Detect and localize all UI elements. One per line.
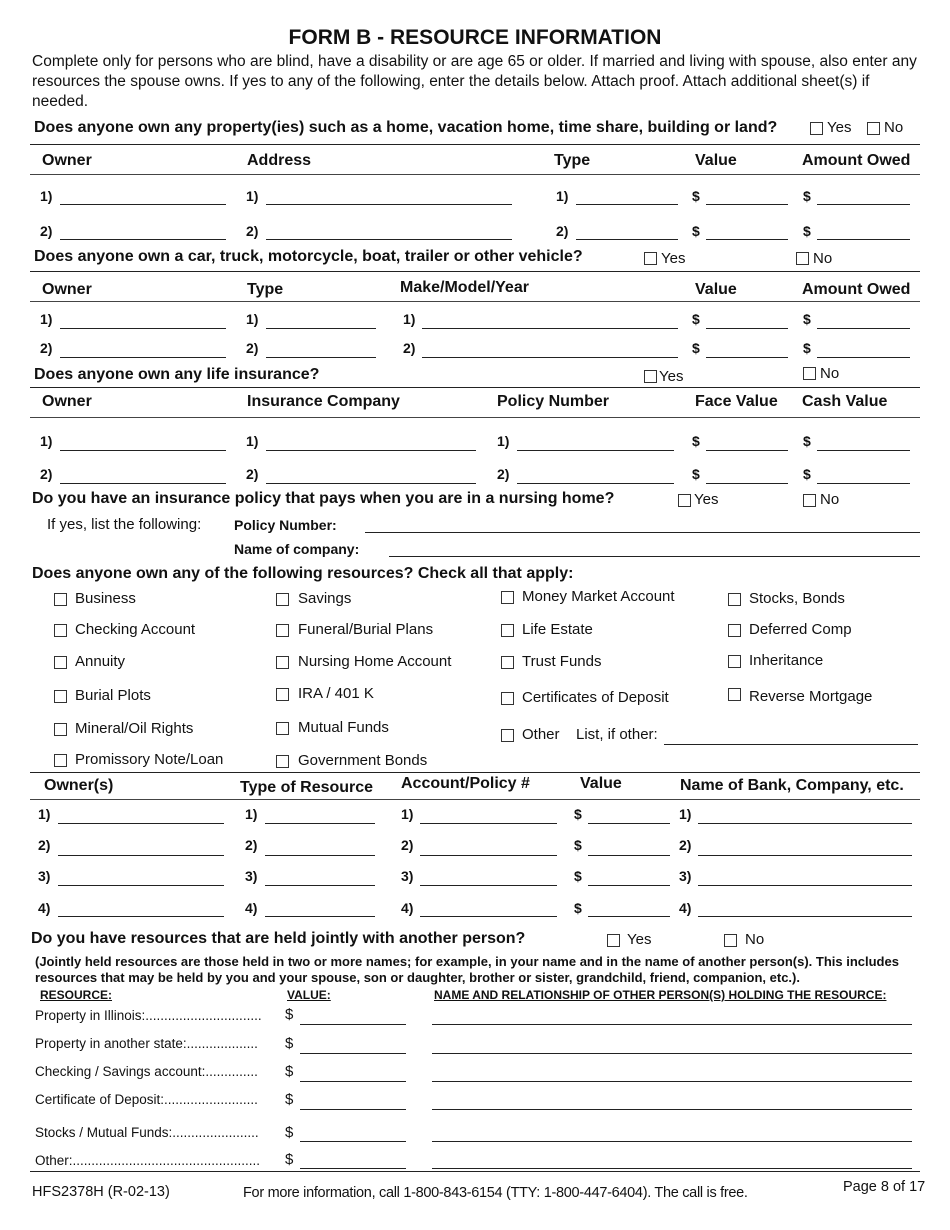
header-owners: Owner(s) <box>44 777 114 794</box>
other-resource-field[interactable] <box>664 744 918 745</box>
header-account-policy: Account/Policy # <box>401 775 530 792</box>
row-label: 2) <box>401 837 414 853</box>
joint-value-6-field[interactable] <box>300 1168 406 1169</box>
divider <box>30 387 920 388</box>
property-yes-checkbox[interactable] <box>810 122 823 135</box>
dollar-sign: $ <box>803 340 811 356</box>
vehicle-owner-2-field[interactable] <box>60 357 226 358</box>
property-no-checkbox[interactable] <box>867 122 880 135</box>
resource-type-2-field[interactable] <box>265 855 375 856</box>
nursing-if-yes: If yes, list the following: <box>47 516 202 533</box>
deferred-comp-label: Deferred Comp <box>749 621 852 638</box>
nursing-question: Do you have an insurance policy that pays when you are in a nursing home? <box>32 490 615 507</box>
joint-no-label: No <box>745 931 765 948</box>
joint-row-label: Other:.................................................. <box>35 1153 261 1168</box>
dollar-sign: $ <box>803 466 811 482</box>
joint-names-6-field[interactable] <box>432 1168 912 1169</box>
annuity-checkbox[interactable] <box>54 656 67 669</box>
header-type-of-resource: Type of Resource <box>240 779 374 796</box>
row-label: 3) <box>401 868 414 884</box>
business-label: Business <box>75 590 136 607</box>
row-label: 3) <box>245 868 258 884</box>
life-owner-2-field[interactable] <box>60 483 226 484</box>
ira-401k-checkbox[interactable] <box>276 688 289 701</box>
dollar-sign: $ <box>692 223 700 239</box>
life-face-2-field[interactable] <box>706 483 788 484</box>
dollar-sign: $ <box>692 188 700 204</box>
resource-owner-4-field[interactable] <box>58 916 224 917</box>
life-owner-1-field[interactable] <box>60 450 226 451</box>
dollar-sign: $ <box>285 1124 294 1141</box>
joint-row-label: Property in Illinois:............................... <box>35 1008 262 1023</box>
property-owed-1-field[interactable] <box>817 204 910 205</box>
government-bonds-checkbox[interactable] <box>276 755 289 768</box>
dollar-sign: $ <box>285 1091 294 1108</box>
dollar-sign: $ <box>574 837 582 853</box>
row-label: 3) <box>38 868 51 884</box>
life-policy-2-field[interactable] <box>517 483 674 484</box>
stocks-bonds-label: Stocks, Bonds <box>749 590 845 607</box>
row-label: 2) <box>246 466 259 482</box>
resource-value-3-field[interactable] <box>588 885 670 886</box>
resource-account-4-field[interactable] <box>420 916 557 917</box>
dollar-sign: $ <box>285 1006 294 1023</box>
nursing-no-checkbox[interactable] <box>803 494 816 507</box>
trust-funds-checkbox[interactable] <box>501 656 514 669</box>
row-label: 2) <box>403 340 416 356</box>
row-label: 1) <box>401 806 414 822</box>
joint-names-5-field[interactable] <box>432 1141 912 1142</box>
vehicle-make-1-field[interactable] <box>422 328 678 329</box>
life-face-1-field[interactable] <box>706 450 788 451</box>
page-number: Page 8 of 17 <box>843 1179 926 1195</box>
life-estate-checkbox[interactable] <box>501 624 514 637</box>
burial-plots-checkbox[interactable] <box>54 690 67 703</box>
funeral-burial-plans-label: Funeral/Burial Plans <box>298 621 434 638</box>
header-value: Value <box>695 152 737 169</box>
divider <box>30 1171 920 1172</box>
row-label: 1) <box>403 311 416 327</box>
resource-account-1-field[interactable] <box>420 823 557 824</box>
vehicle-value-2-field[interactable] <box>706 357 788 358</box>
resource-value-2-field[interactable] <box>588 855 670 856</box>
row-label: 1) <box>245 806 258 822</box>
dollar-sign: $ <box>803 188 811 204</box>
savings-checkbox[interactable] <box>276 593 289 606</box>
joint-row-label: Property in another state:................... <box>35 1036 258 1051</box>
joint-value-4-field[interactable] <box>300 1109 406 1110</box>
promissory-note-label: Promissory Note/Loan <box>75 751 224 768</box>
resource-value-4-field[interactable] <box>588 916 670 917</box>
ira-401k-label: IRA / 401 K <box>298 685 374 702</box>
savings-label: Savings <box>298 590 352 607</box>
dollar-sign: $ <box>692 466 700 482</box>
nursing-policy-label: Policy Number: <box>234 517 337 533</box>
money-market-checkbox[interactable] <box>501 591 514 604</box>
row-label: 1) <box>40 433 53 449</box>
resource-type-4-field[interactable] <box>265 916 375 917</box>
row-label: 1) <box>679 806 692 822</box>
other-checkbox[interactable] <box>501 729 514 742</box>
mutual-funds-checkbox[interactable] <box>276 722 289 735</box>
deferred-comp-checkbox[interactable] <box>728 624 741 637</box>
life-no-checkbox[interactable] <box>803 367 816 380</box>
vehicle-yes-checkbox[interactable] <box>644 252 657 265</box>
dollar-sign: $ <box>803 311 811 327</box>
nursing-yes-checkbox[interactable] <box>678 494 691 507</box>
row-label: 4) <box>679 900 692 916</box>
row-label: 2) <box>40 340 53 356</box>
annuity-label: Annuity <box>75 653 126 670</box>
dollar-sign: $ <box>574 868 582 884</box>
resources-question: Does anyone own any of the following resources? Check all that apply: <box>32 565 574 582</box>
joint-value-3-field[interactable] <box>300 1081 406 1082</box>
property-address-2-field[interactable] <box>266 239 512 240</box>
property-type-2-field[interactable] <box>576 239 678 240</box>
promissory-note-checkbox[interactable] <box>54 754 67 767</box>
joint-row-label: Certificate of Deposit:......................... <box>35 1092 258 1107</box>
checking-account-checkbox[interactable] <box>54 624 67 637</box>
row-label: 2) <box>245 837 258 853</box>
life-yes-checkbox[interactable] <box>644 370 657 383</box>
vehicle-make-2-field[interactable] <box>422 357 678 358</box>
list-if-other-label: List, if other: <box>576 726 658 743</box>
row-label: 2) <box>246 223 259 239</box>
other-label: Other <box>522 726 560 743</box>
life-yes-label: Yes <box>659 368 684 385</box>
row-label: 2) <box>40 223 53 239</box>
header-cash-value: Cash Value <box>802 393 888 410</box>
row-label: 2) <box>497 466 510 482</box>
dollar-sign: $ <box>692 311 700 327</box>
row-label: 4) <box>38 900 51 916</box>
row-label: 4) <box>245 900 258 916</box>
nursing-company-field[interactable] <box>389 556 920 557</box>
life-policy-1-field[interactable] <box>517 450 674 451</box>
property-value-1-field[interactable] <box>706 204 788 205</box>
vehicle-question: Does anyone own a car, truck, motorcycle, boat, trailer or other vehicle? <box>34 248 583 265</box>
reverse-mortgage-label: Reverse Mortgage <box>749 688 873 705</box>
resource-bank-2-field[interactable] <box>698 855 912 856</box>
vehicle-no-label: No <box>813 250 833 267</box>
money-market-label: Money Market Account <box>522 588 675 605</box>
property-question: Does anyone own any property(ies) such as a home, vacation home, time share, building or land? <box>34 119 778 136</box>
life-no-label: No <box>820 365 840 382</box>
header-type: Type <box>554 152 591 169</box>
joint-names-1-field[interactable] <box>432 1024 912 1025</box>
row-label: 2) <box>246 340 259 356</box>
header-value: Value <box>695 281 737 298</box>
row-label: 1) <box>246 311 259 327</box>
vehicle-value-1-field[interactable] <box>706 328 788 329</box>
resource-account-2-field[interactable] <box>420 855 557 856</box>
header-owner: Owner <box>42 152 92 169</box>
checking-account-label: Checking Account <box>75 621 196 638</box>
property-type-1-field[interactable] <box>576 204 678 205</box>
life-company-2-field[interactable] <box>266 483 476 484</box>
resource-value-1-field[interactable] <box>588 823 670 824</box>
vehicle-no-checkbox[interactable] <box>796 252 809 265</box>
row-label: 1) <box>497 433 510 449</box>
joint-names-2-field[interactable] <box>432 1053 912 1054</box>
property-address-1-field[interactable] <box>266 204 512 205</box>
nursing-yes-label: Yes <box>694 491 719 508</box>
divider <box>30 144 920 145</box>
property-owner-1-field[interactable] <box>60 204 226 205</box>
government-bonds-label: Government Bonds <box>298 752 428 769</box>
joint-value-2-field[interactable] <box>300 1053 406 1054</box>
dollar-sign: $ <box>692 340 700 356</box>
row-label: 1) <box>556 188 569 204</box>
col-value-header: VALUE: <box>287 988 331 1002</box>
certificates-of-deposit-label: Certificates of Deposit <box>522 689 669 706</box>
row-label: 1) <box>246 433 259 449</box>
form-instructions: Complete only for persons who are blind, have a disability or are age 65 or older. If married and living with spouse, also enter any resources the spouse owns. If yes to any of the following, enter the details below. Attach proof. Attach additional sheet(s) if needed. <box>32 53 917 110</box>
resource-type-3-field[interactable] <box>265 885 375 886</box>
dollar-sign: $ <box>803 433 811 449</box>
vehicle-type-1-field[interactable] <box>266 328 376 329</box>
divider <box>30 301 920 302</box>
form-id: HFS2378H (R-02-13) <box>32 1184 170 1200</box>
property-yes-label: Yes <box>827 119 852 136</box>
inheritance-checkbox[interactable] <box>728 655 741 668</box>
vehicle-owner-1-field[interactable] <box>60 328 226 329</box>
resource-owner-3-field[interactable] <box>58 885 224 886</box>
resource-account-3-field[interactable] <box>420 885 557 886</box>
divider <box>30 772 920 773</box>
life-cash-2-field[interactable] <box>817 483 910 484</box>
footer-info: For more information, call 1-800-843-6154 (TTY: 1-800-447-6404). The call is free. <box>243 1185 748 1201</box>
row-label: 1) <box>38 806 51 822</box>
nursing-no-label: No <box>820 491 840 508</box>
life-estate-label: Life Estate <box>522 621 593 638</box>
header-bank-company: Name of Bank, Company, etc. <box>680 777 904 794</box>
dollar-sign: $ <box>574 806 582 822</box>
burial-plots-label: Burial Plots <box>75 687 151 704</box>
divider <box>30 799 920 800</box>
certificates-of-deposit-checkbox[interactable] <box>501 692 514 705</box>
header-policy-number: Policy Number <box>497 393 610 410</box>
divider <box>30 417 920 418</box>
resource-type-1-field[interactable] <box>265 823 375 824</box>
resource-bank-3-field[interactable] <box>698 885 912 886</box>
joint-names-4-field[interactable] <box>432 1109 912 1110</box>
divider <box>30 271 920 272</box>
header-amount-owed: Amount Owed <box>802 152 911 169</box>
mineral-oil-rights-checkbox[interactable] <box>54 723 67 736</box>
property-no-label: No <box>884 119 904 136</box>
joint-yes-checkbox[interactable] <box>607 934 620 947</box>
dollar-sign: $ <box>285 1063 294 1080</box>
property-owed-2-field[interactable] <box>817 239 910 240</box>
life-insurance-question: Does anyone own any life insurance? <box>34 366 320 383</box>
nursing-policy-number-field[interactable] <box>365 532 920 533</box>
life-cash-1-field[interactable] <box>817 450 910 451</box>
header-make-model-year: Make/Model/Year <box>400 279 529 296</box>
header-insurance-company: Insurance Company <box>247 393 400 410</box>
reverse-mortgage-checkbox[interactable] <box>728 688 741 701</box>
header-owner: Owner <box>42 281 92 298</box>
property-owner-2-field[interactable] <box>60 239 226 240</box>
dollar-sign: $ <box>285 1151 294 1168</box>
joint-row-label: Checking / Savings account:.............. <box>35 1064 258 1079</box>
header-owner: Owner <box>42 393 92 410</box>
vehicle-type-2-field[interactable] <box>266 357 376 358</box>
mutual-funds-label: Mutual Funds <box>298 719 389 736</box>
vehicle-owed-1-field[interactable] <box>817 328 910 329</box>
row-label: 3) <box>679 868 692 884</box>
header-address: Address <box>247 152 312 169</box>
header-amount-owed: Amount Owed <box>802 281 911 298</box>
nursing-home-account-checkbox[interactable] <box>276 656 289 669</box>
inheritance-label: Inheritance <box>749 652 824 669</box>
business-checkbox[interactable] <box>54 593 67 606</box>
dollar-sign: $ <box>692 433 700 449</box>
vehicle-owed-2-field[interactable] <box>817 357 910 358</box>
row-label: 2) <box>40 466 53 482</box>
funeral-burial-plans-checkbox[interactable] <box>276 624 289 637</box>
header-type: Type <box>247 281 284 298</box>
row-label: 1) <box>246 188 259 204</box>
vehicle-yes-label: Yes <box>661 250 686 267</box>
life-company-1-field[interactable] <box>266 450 476 451</box>
joint-explanation: (Jointly held resources are those held in two or more names; for example, in your name and in the name of another person(s). This includes resources that may be held by you and your spouse, son or daughter, brother or sister, grandchild, friend, companion, etc.). <box>35 954 899 985</box>
divider <box>30 174 920 175</box>
col-names-header: NAME AND RELATIONSHIP OF OTHER PERSON(S) HOLDING THE RESOURCE: <box>434 988 887 1002</box>
row-label: 2) <box>38 837 51 853</box>
form-title: FORM B - RESOURCE INFORMATION <box>288 26 662 49</box>
row-label: 1) <box>40 311 53 327</box>
stocks-bonds-checkbox[interactable] <box>728 593 741 606</box>
resource-bank-4-field[interactable] <box>698 916 912 917</box>
dollar-sign: $ <box>285 1035 294 1052</box>
mineral-oil-rights-label: Mineral/Oil Rights <box>75 720 194 737</box>
joint-row-label: Stocks / Mutual Funds:....................... <box>35 1125 259 1140</box>
row-label: 2) <box>679 837 692 853</box>
joint-question: Do you have resources that are held jointly with another person? <box>31 930 526 947</box>
row-label: 2) <box>556 223 569 239</box>
joint-value-5-field[interactable] <box>300 1141 406 1142</box>
resource-bank-1-field[interactable] <box>698 823 912 824</box>
header-value: Value <box>580 775 622 792</box>
joint-no-checkbox[interactable] <box>724 934 737 947</box>
property-value-2-field[interactable] <box>706 239 788 240</box>
dollar-sign: $ <box>574 900 582 916</box>
row-label: 1) <box>40 188 53 204</box>
nursing-company-label: Name of company: <box>234 541 360 557</box>
joint-names-3-field[interactable] <box>432 1081 912 1082</box>
row-label: 4) <box>401 900 414 916</box>
dollar-sign: $ <box>803 223 811 239</box>
col-resource-header: RESOURCE: <box>40 988 113 1002</box>
header-face-value: Face Value <box>695 393 778 410</box>
resource-owner-2-field[interactable] <box>58 855 224 856</box>
nursing-home-account-label: Nursing Home Account <box>298 653 452 670</box>
joint-yes-label: Yes <box>627 931 652 948</box>
joint-value-1-field[interactable] <box>300 1024 406 1025</box>
trust-funds-label: Trust Funds <box>522 653 602 670</box>
resource-owner-1-field[interactable] <box>58 823 224 824</box>
